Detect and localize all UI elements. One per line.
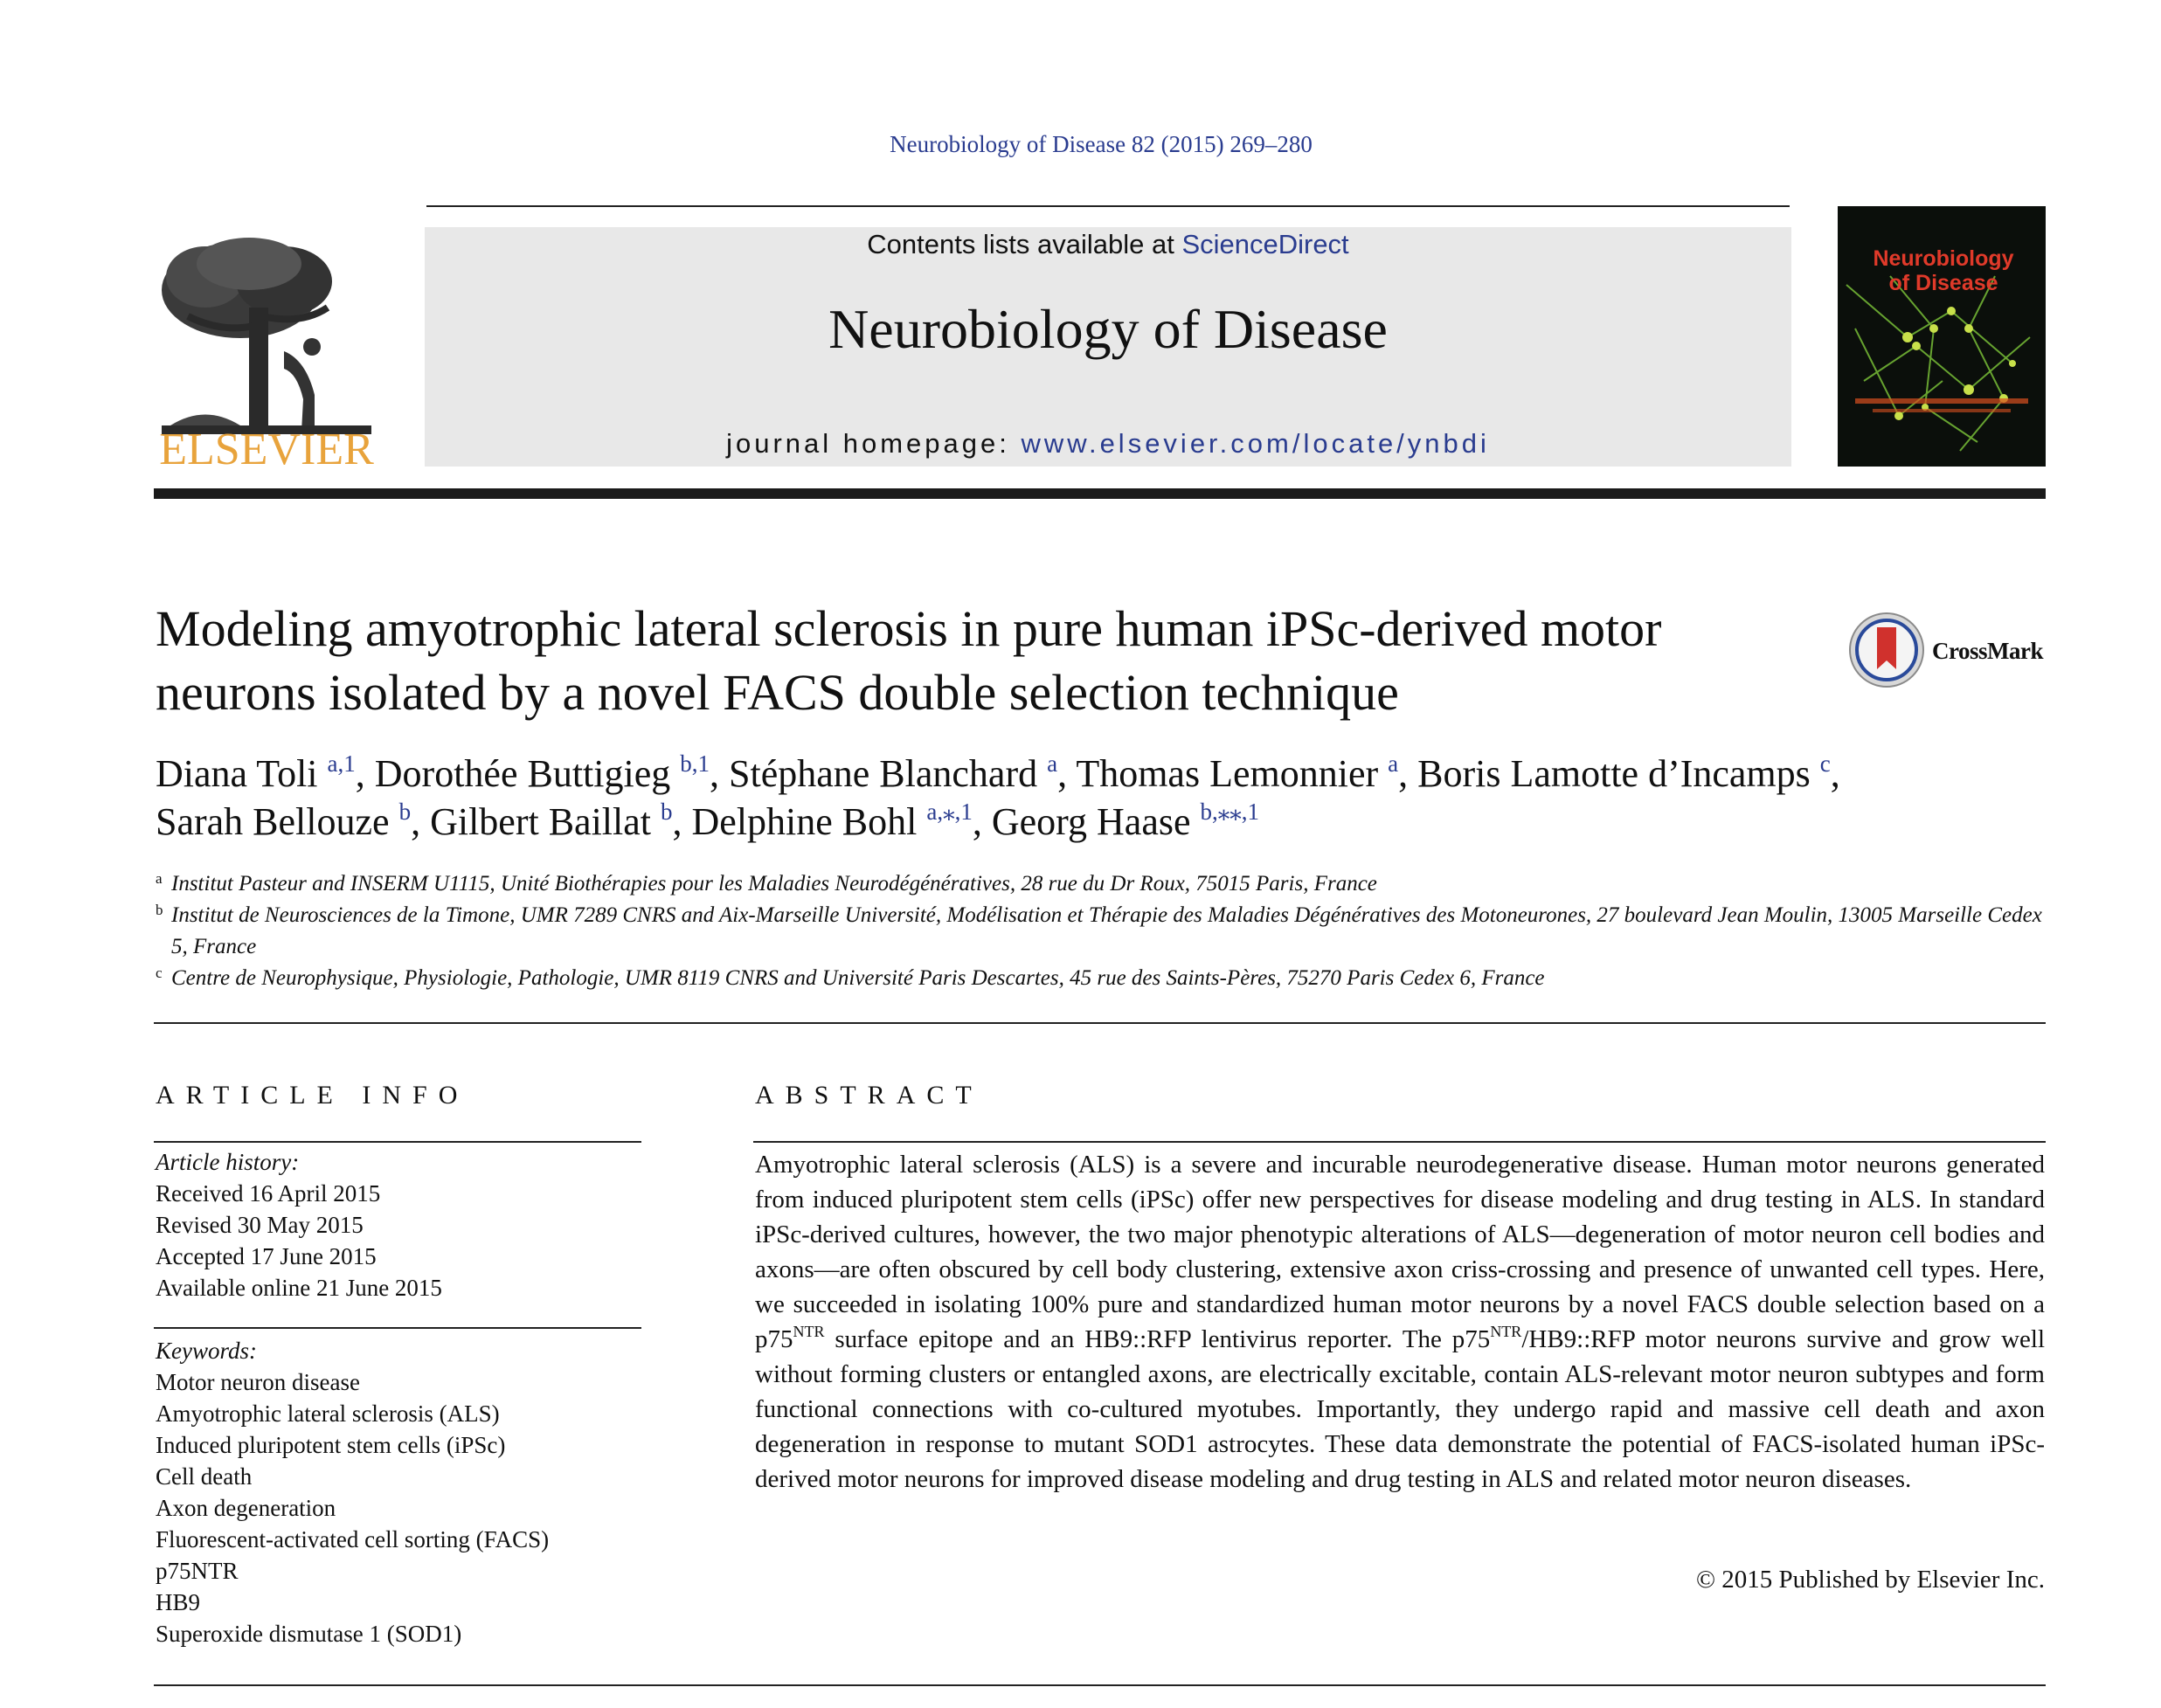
abstract-heading: ABSTRACT [755,1081,983,1110]
author[interactable]: Dorothée Buttigieg $^{b,1}$ [374,750,710,795]
header-rule [426,205,1790,207]
author-affiliation-mark[interactable]: b,1 [680,750,710,777]
history-item: Received 16 April 2015 [156,1180,381,1207]
homepage-link[interactable]: www.elsevier.com/locate/ynbdi [1021,428,1490,459]
author-affiliation-mark[interactable]: c [1819,750,1831,777]
affiliation: a Institut Pasteur and INSERM U1115, Unité Biothérapies pour les Maladies Neurodégénératives, 28 rue du Dr Roux, 75015 Paris, France [156,868,2045,900]
cover-title-line1: Neurobiology [1873,246,2014,271]
header-thick-rule [154,488,2046,499]
author[interactable]: Thomas Lemonnier $^a$ [1076,750,1399,795]
author[interactable]: Sarah Bellouze $^b$ [156,799,412,843]
author-affiliation-mark[interactable]: a,⁎,1 [926,799,973,825]
keyword: p75NTR [156,1558,239,1584]
affiliation-mark: a [156,870,163,887]
article-info-rule [154,1141,641,1143]
footer-rule [154,1684,2046,1686]
contents-line [425,229,1791,260]
section-rule [154,1022,2046,1024]
author[interactable]: Gilbert Baillat $^b$ [430,799,673,843]
keyword: Axon degeneration [156,1495,336,1521]
crossmark-icon[interactable] [1848,612,1925,688]
journal-name: Neurobiology of Disease [828,298,1388,360]
article-info-heading: ARTICLE INFO [156,1081,469,1110]
affiliation: b Institut de Neurosciences de la Timone, UMR 7289 CNRS and Aix-Marseille Université, Modélisation et Thérapie des Maladies Dégénératives des Motoneurones, 27 boulevard Jean Moulin, 13005 Marseille Cedex 5, France [156,900,2045,963]
keyword: Induced pluripotent stem cells (iPSc) [156,1432,506,1458]
superscript-ntr: NTR [793,1323,825,1340]
affiliations [156,868,2045,994]
author-affiliation-mark[interactable]: b [661,799,673,825]
cover-title [1844,246,2043,295]
journal-homepage [425,428,1791,460]
keywords-label: Keywords: [156,1338,257,1364]
cover-title-line2: of Disease [1888,271,1998,295]
author-affiliation-mark[interactable]: b [398,799,412,825]
article-title: Modeling amyotrophic lateral sclerosis in pure human iPSc-derived motor neurons isolated by a novel FACS double selection technique [156,600,1662,721]
sciencedirect-link[interactable]: ScienceDirect [1181,229,1349,259]
author-affiliation-mark[interactable]: a [1047,750,1058,777]
contents-prefix: Contents lists available at [867,229,1182,259]
keyword: Amyotrophic lateral sclerosis (ALS) [156,1400,500,1427]
elsevier-wordmark[interactable]: ELSEVIER [159,425,374,474]
abstract-rule [753,1141,2046,1143]
author-affiliation-mark[interactable]: a [1388,750,1399,777]
history-item: Available online 21 June 2015 [156,1275,442,1301]
author[interactable]: Stéphane Blanchard $^a$ [729,750,1058,795]
keyword: Superoxide dismutase 1 (SOD1) [156,1621,462,1647]
affiliation: c Centre de Neurophysique, Physiologie, Pathologie, UMR 8119 CNRS and Université Paris Descartes, 45 rue des Saints-Pères, 75270 Paris Cedex 6, France [156,963,2045,994]
author-affiliation-mark[interactable]: b,⁎⁎,1 [1200,799,1260,825]
keywords-rule [154,1327,641,1329]
author-list: Diana Toli $^{a,1}$, Dorothée Buttigieg $^{b,1}$, Stéphane Blanchard $^a$, Thomas Lemonnier $^a$, Boris Lamotte d’Incamps $^c$, Sarah Bellouze $^b$, Gilbert Baillat $^b$, Delphine Bohl $^{a,⁎,1}$, Georg Haase $^{b,⁎⁎,1}$ [156,750,1840,843]
author-affiliation-mark[interactable]: a,1 [327,750,356,777]
journal-cover-image[interactable] [1838,206,2046,467]
keyword: Cell death [156,1463,253,1490]
copyright-notice: © 2015 Published by Elsevier Inc. [1696,1566,2045,1594]
keyword: Motor neuron disease [156,1369,360,1395]
keyword: Fluorescent-activated cell sorting (FACS) [156,1526,550,1552]
history-label: Article history: [156,1149,300,1175]
author[interactable]: Diana Toli $^{a,1}$ [156,750,356,795]
abstract-body: Amyotrophic lateral sclerosis (ALS) is a severe and incurable neurodegenerative disease. Human motor neurons generated from induced pluripotent stem cells (iPSc) offer new perspectives for disease modeling and drug testing in ALS. In standard iPSc-derived cultures, however, the two major phenotypic alterations of ALS—degeneration of motor neuron cell bodies and axons—are often obscured by cell body clustering, extensive axon criss-crossing and presence of unwanted cell types. Here, we succeeded in isolating 100% pure and standardized human motor neurons by a novel FACS double selection based on a $p75^{NTR}$ surface epitope and an HB9::RFP lentivirus reporter. The $p75^{NTR}/HB9::RFP$ motor neurons survive and grow well without forming clusters or entangled axons, are electrically excitable, contain ALS-relevant motor neuron subtypes and form functional connections with co-cultured myotubes. Importantly, they undergo rapid and massive cell death and axon degeneration in response to mutant SOD1 astrocytes. These data demonstrate the potential of FACS-isolated human iPSc-derived motor neurons for improved disease modeling and drug testing in ALS and related motor neuron diseases. [755,1151,2046,1493]
author[interactable]: Boris Lamotte d’Incamps $^c$ [1417,750,1831,795]
history-item: Accepted 17 June 2015 [156,1243,377,1269]
keywords-list [156,1335,641,1649]
cover-neurons-graphic [1838,206,2046,467]
author[interactable]: Delphine Bohl $^{a,⁎,1}$ [691,799,973,843]
affiliation-mark: b [156,902,163,918]
history-item: Revised 30 May 2015 [156,1212,364,1238]
crossmark-label[interactable]: CrossMark [1932,638,2043,664]
article-history [156,1146,641,1303]
homepage-prefix: journal homepage: [726,428,1022,459]
superscript-ntr: NTR [1490,1323,1522,1340]
affiliation-mark: c [156,965,163,981]
author[interactable]: Georg Haase $^{b,⁎⁎,1}$ [991,799,1260,843]
journal-citation[interactable]: Neurobiology of Disease 82 (2015) 269–280 [890,131,1313,157]
keyword: HB9 [156,1589,201,1615]
